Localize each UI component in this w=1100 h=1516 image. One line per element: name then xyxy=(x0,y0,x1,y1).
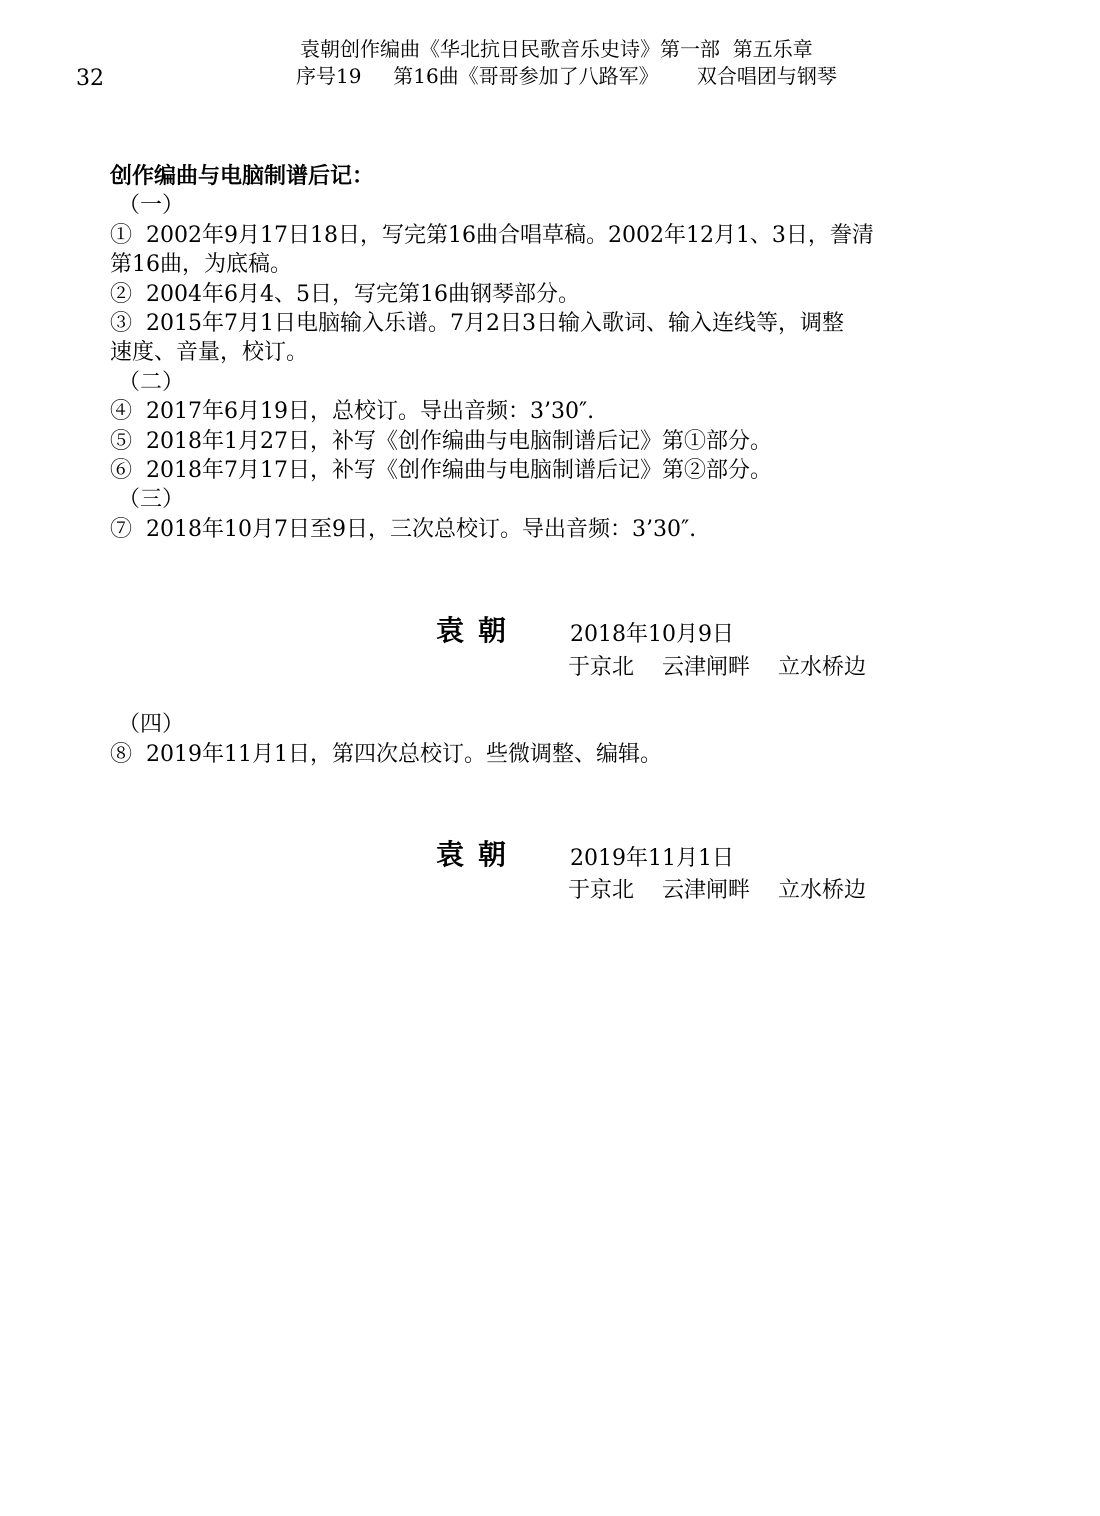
afterword-item-4: ④ 2017年6月19日，总校订。导出音频：3’30″. xyxy=(110,399,595,425)
section-label-4: （四） xyxy=(118,712,185,737)
afterword-item-1-continued: 第16曲，为底稿。 xyxy=(110,252,292,278)
addendum-item-8: ⑧ 2019年11月1日，第四次总校订。些微调整、编辑。 xyxy=(110,742,662,767)
afterword-item-6: ⑥ 2018年7月17日，补写《创作编曲与电脑制谱后记》第②部分。 xyxy=(110,458,772,484)
page-number: 32 xyxy=(76,66,104,91)
addendum-block xyxy=(110,710,950,770)
signature-place-2: 于京北 云津闸畔 立水桥边 xyxy=(568,878,866,903)
signature-date-2: 2019年11月1日 xyxy=(570,846,734,871)
running-header-title: 袁朝创作编曲《华北抗日民歌音乐史诗》第一部 第五乐章 xyxy=(300,37,813,61)
section-label-1: （一） xyxy=(118,193,185,219)
afterword-item-1: ① 2002年9月17日18日，写完第16曲合唱草稿。2002年12月1、3日，誊清 xyxy=(110,222,874,248)
afterword-block xyxy=(110,162,950,544)
signature-name: 袁朝 xyxy=(436,614,521,647)
afterword-item-3-continued: 速度、音量，校订。 xyxy=(110,340,309,366)
signature-date: 2018年10月9日 xyxy=(570,622,734,647)
running-header-subtitle: 序号19 第16曲《哥哥参加了八路军》 双合唱团与钢琴 xyxy=(296,64,837,88)
afterword-item-3: ③ 2015年7月1日电脑输入乐谱。7月2日3日输入歌词、输入连线等，调整 xyxy=(110,311,844,337)
afterword-item-7: ⑦ 2018年10月7日至9日，三次总校订。导出音频：3’30″. xyxy=(110,516,697,542)
section-label-3: （三） xyxy=(118,487,185,513)
signature-name-2: 袁朝 xyxy=(436,838,521,871)
afterword-title: 创作编曲与电脑制谱后记： xyxy=(110,163,375,189)
signature-place: 于京北 云津闸畔 立水桥边 xyxy=(568,655,866,680)
section-label-2: （二） xyxy=(118,369,185,395)
afterword-item-2: ② 2004年6月4、5日，写完第16曲钢琴部分。 xyxy=(110,281,580,307)
afterword-item-5: ⑤ 2018年1月27日，补写《创作编曲与电脑制谱后记》第①部分。 xyxy=(110,428,772,454)
